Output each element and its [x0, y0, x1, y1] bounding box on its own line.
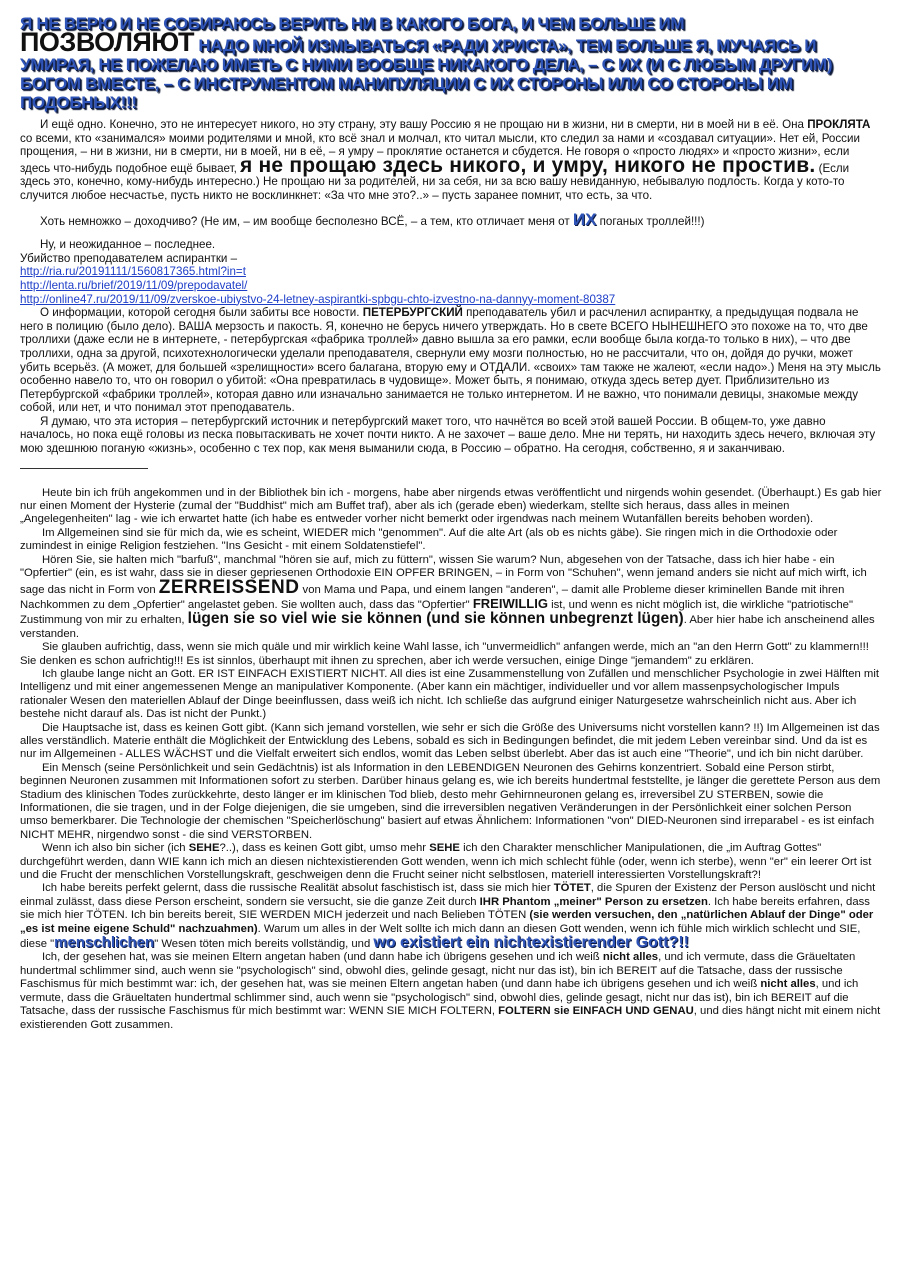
link-lenta [20, 279, 882, 293]
text-run: von Mama und Papa, und einem langen "anderen", – damit alle Probleme dieser kriminellen Bande mit ihren Nachkommen zu dem „Opfertier" angelastet geben. Sie wollten auch, dass das "Opfertier" [20, 583, 845, 611]
headline-big-word: ПОЗВОЛЯЮТ [20, 27, 194, 57]
text-bold-peterburgsky: ПЕТЕРБУРГСКИЙ [362, 306, 463, 320]
de-paragraph-4: Sie glauben aufrichtig, dass, wenn sie mich quäle und mir wirklich keine Wahl lasse, ich "unvermeidlich" anfangen werde, mich an "an den Herrn Gott" zu klammern!!! Sie denken es schon aufrichtig!!! Es ist sinnlos, überhaupt mit ihnen zu sprechen, aber ich werde versuchen, einige Dinge "jemandem" zu erklären. [20, 641, 869, 667]
text-ih-highlight: ИХ [572, 209, 597, 229]
ru-paragraph-6: Я думаю, что эта история – петербургский источник и петербургский макет того, что начнётся во всей этой вашей России. В общем-то, уже давно началось, но пока ещё головы из песка повытаскивать не хочет почти никто. А не захочет – ваше дело. Мне ни терять, ни находить здесь нечего, включая эту мою здешнюю поганую «жизнь», особенно с тех пор, как меня выманили сюда, в Россию – обратно. На сегодня, собственно, я и заканчиваю. [20, 414, 876, 456]
ru-paragraph-3: Ну, и неожиданное – последнее. [40, 238, 216, 252]
text-run: ?..), dass es keinen Gott gibt, umso mehr [219, 842, 430, 855]
text-run: . Warum um alles in der Welt sollte ich mich dann an diesen Gott wenden, wenn ich fühle mich wirklich schlecht und SIE, diese " [20, 922, 861, 951]
text-run: ist, und wenn es nicht möglich ist, die wirkliche "patriotische" Zustimmung von mir zu erhalten, [20, 598, 853, 627]
text-run: . Aber hier habe ich anscheinend alles verstanden. [20, 614, 875, 640]
text-run: (Если здесь это, конечно, кому-нибудь интересно.) Не прощаю ни за родителей, ни за себя, ни за всю вашу невиданную, небывалую подлость. Когда у кото-то случится любое несчастье, пусть никто не восклинкнет: «За что мне это?..» – пусть заранее помнит, что есть, за что. [20, 161, 850, 202]
text-bold-nachahmen: (sie werden versuchen, den „natürlichen Ablauf der Dinge" oder „es ist meine eigene Schuld" nachzuahmen) [20, 909, 874, 935]
divider-rule [20, 468, 148, 469]
link-ria-anchor[interactable]: http://ria.ru/20191111/1560817365.html?in=t [20, 265, 246, 279]
headline [20, 14, 882, 112]
de-paragraph-1: Heute bin ich früh angekommen und in der Bibliothek bin ich - morgens, habe aber nirgends etwas veröffentlicht und nirgends wohin gesendet. (Überhaupt.) Es gab hier nur einen Moment der Hysterie (zumal der "Buddhist" mich am Buffet traf), aber als ich (gerade eben) wiederkam, stellte sich heraus, dass alles in meinen „Angelegenheiten" lag - wie ich erwartet hatte (ich habe es entweder vorher nicht bemerkt oder irgendwas nach meinem Wutanfällen bereits behoben worden). [20, 486, 882, 526]
link-online47-anchor[interactable]: http://online47.ru/2019/11/09/zverskoe-ubiystvo-24-letney-aspirantki-spbgu-chto-izvestno-na-dannyy-moment-80387 [20, 292, 616, 306]
text-run: со всеми, кто «занимался» моими родителями и мной, кто всё знал и молчал, кто читал мысли, кто следил за нами и «создавал ситуации». Нет ей, России прощения, – ни в жизни, ни в смерти, ни в моей, ни в её, – я умру – проклятие останется и сбудется. Не говоря о «просто людях» и «просто жизни», если здесь что-нибудь подобное ещё бывает, [20, 131, 860, 175]
de-paragraph-9 [20, 882, 882, 951]
text-run: И ещё одно. Конечно, это не интересует никого, но эту страну, эту вашу Россию я не прощаю ни в жизни, ни в смерти, ни в моей ни в её. Она [40, 118, 808, 131]
text-bold-proklyata: ПРОКЛЯТА [807, 118, 871, 131]
text-bold-freiwillig: FREIWILLIG [472, 595, 548, 611]
de-paragraph-2: Im Allgemeinen sind sie für mich da, wie es scheint, WIEDER mich "genommen". Auf die alte Art (als ob es nichts gäbe). Sie ringen mich in die Orthodoxie oder zumindest in einige Religion festziehen. "Ins Gesicht - mit einem Soldatenstiefel". [20, 526, 838, 553]
text-highlight-wo-existiert: wo existiert ein nichtexistierender Gott?!! [373, 934, 690, 952]
text-run: . Ich habe bereits erfahren, dass sie mich hier TÖTEN. Ich bin bereits bereit, SIE WERDEN MICH jederzeit und nach Belieben TÖTEN [20, 895, 870, 922]
headline-rest: НАДО МНОЙ ИЗМЫВАТЬСЯ «РАДИ ХРИСТА», ТЕМ БОЛЬШЕ Я, МУЧАЯСЬ И УМИРАЯ, НЕ ПОЖЕЛАЮ ИМЕТЬ С НИМИ ВООБЩЕ НИКАКОГО ДЕЛА, – С ИХ (И С ЛЮБЫМ ДРУГИМ) БОГОМ ВМЕСТЕ, – С ИНСТРУМЕНТОМ МАНИПУЛЯЦИИ С ИХ СТОРОНЫ ИЛИ СО СТОРОНЫ ИМ ПОДОБНЫХ!!! [20, 36, 833, 112]
text-bold-toetet: TÖTET [553, 882, 591, 895]
document-page [20, 14, 882, 1032]
ru-paragraph-1 [20, 118, 882, 203]
de-paragraph-8 [20, 842, 882, 882]
text-bold-luegen: lügen sie so viel wie sie können (und sie können unbegrenzt lügen) [187, 610, 684, 628]
text-highlight-menschlichen: menschlichen [54, 934, 155, 952]
headline-line1: Я НЕ ВЕРЮ И НЕ СОБИРАЮСЬ ВЕРИТЬ НИ В КАКОГО БОГА, И ЧЕМ БОЛЬШЕ ИМ [20, 14, 685, 33]
text-bold-nicht-alles: nicht alles [602, 951, 659, 964]
de-paragraph-7: Ein Mensch (seine Persönlichkeit und sein Gedächtnis) ist als Information in den LEBENDIGEN Neuronen des Gehirns konzentriert. Sobald eine Person stirbt, beginnen Neuronen zusammen mit Informationen sofort zu sterben. Darüber hinaus gelang es, wie ich bereits hundertmal feststellte, je länger die gerettete Person aus dem Stadium des klinischen Todes zurückkehrte, desto länger er im klinischen Tod blieb, desto mehr Gehirnneuronen gelang es, irreversibel ZU STERBEN, sowie die Informationen, die sie tragen, und in der Folge diejenigen, die sie umgeben, sind die irreversiblen negativen Veränderungen in der Persönlichkeit einer solchen Person umso bemerkbarer. Die Technologie der chemischen "Speicherlöschung" basiert auf etwas Ähnlichem: Informationen "von" DIED-Neuronen sind irreparabel - es ist einfach NICHT MEHR, nirgendwo sonst - die sind VERSTORBEN. [20, 761, 881, 841]
text-run: Hören Sie, sie halten mich "barfuß", manchmal "hören sie auf, mich zu füttern", wissen Sie warum? Nun, abgesehen von der Tatsache, dass ich hier habe - ein "Opfertier" (ein, es ist wahr, dass sie in dieser gepriesenen Orthodoxie EIN OPFER BRINGEN, – in Form von "Schuhen", wenn jemand anders sie nicht auf mich wirft, ich sage das nicht in Form von [20, 553, 867, 596]
text-run: Wenn ich also bin sicher (ich [42, 842, 189, 855]
de-paragraph-3 [20, 554, 882, 641]
ru-paragraph-4: Убийство преподавателем аспирантки – [20, 251, 238, 265]
text-bold-sehe: SEHE [188, 842, 220, 855]
link-online47 [20, 293, 882, 307]
ru-paragraph-5 [20, 306, 882, 415]
text-run: Ich habe bereits perfekt gelernt, dass die russische Realität absolut faschistisch ist, dass sie mich hier [42, 882, 554, 895]
ru-paragraph-2 [20, 209, 882, 229]
text-run: Ich, der gesehen hat, was sie meinen Eltern angetan haben (und dann habe ich übrigens gesehen und ich weiß [42, 951, 603, 964]
text-run: , und ich vermute, dass die Gräueltaten hundertmal schlimmer sind, auch wenn sie "psychologisch" sind, obwohl dies, gelinde gesagt, nicht nur das ist), bin ich BEREIT auf die Tatsache, dass der russische Faschismus für mich bestimmt war: ich, der gesehen hat, was sie meinen Eltern angetan haben (und dann habe ich übrigens gesehen und ich weiß [20, 951, 856, 991]
text-run: О информации, которой сегодня были забиты все новости. [40, 306, 363, 320]
text-bold-sehe: SEHE [429, 842, 460, 855]
text-bold-foltern: FOLTERN sie EINFACH UND GENAU [498, 1005, 694, 1018]
text-bold-phantom: IHR Phantom „meiner" Person zu ersetzen [479, 895, 708, 908]
link-ria [20, 265, 882, 279]
text-run: , und dies hängt nicht mit einem nicht existierenden Gott zusammen. [20, 1005, 881, 1031]
text-run: , und ich vermute, dass die Gräueltaten hundertmal schlimmer sind, auch wenn sie "psychologisch" sind, obwohl dies, gelinde gesagt, nicht nur das ist), bin ich BEREIT auf die Tatsache, dass der russische Faschismus für mich bestimmt war: WENN SIE MICH FOLTERN, [20, 978, 859, 1018]
de-paragraph-5: Ich glaube lange nicht an Gott. ER IST EINFACH EXISTIERT NICHT. All dies ist eine Zusammenstellung von Zufällen und menschlicher Psychologie in zwei Hälften mit Intelligenz und mit einer angemessenen Menge an manipulativer Komponente. (Aber kann ein mächtiger, individueller und vor allem massenpsychologischer Impuls rationaler Wesen den materiellen Ablauf der Dinge beeinflussen, dass weiß ich nicht. Ich schließe das aufgrund einiger Naturgesetze wahrscheinlich nicht aus. Aber ich bestehe nicht darauf als. Das ist nicht der Punkt.) [20, 667, 879, 721]
text-run: поганых троллей!!!) [596, 214, 705, 228]
de-paragraph-6: Die Hauptsache ist, dass es keinen Gott gibt. (Kann sich jemand vorstellen, wie sehr er sich die Größe des Universums nicht vorstellen kann? !!) Im Allgemeinen ist das alles verständlich. Materie enthält die Möglichkeit der Entwicklung des Lebens, sobald es sich in Bedingungen befindet, die mit jedem Leben vereinbar sind. Und da ist es nur im Allgemeinen - ALLES WÄCHST und die Vielfalt erweitert sich endlos, womit das Leben selbst überlebt. Aber das ist auch eine "Theorie", und ich bin nicht darüber. [20, 721, 880, 761]
link-lenta-anchor[interactable]: http://lenta.ru/brief/2019/11/09/prepodavatel/ [20, 278, 248, 292]
text-run: Хоть немножко – доходчиво? (Не им, – им вообще бесполезно ВСЁ, – а тем, кто отличает меня от [40, 214, 573, 228]
text-run: " Wesen töten mich bereits vollständig, und [154, 938, 374, 951]
text-run: преподаватель убил и расчленил аспирантку, а предыдущая подвала не него в полицию (было дело). ВАША мерзость и пакость. Я, конечно не берусь ничего утверждать. Но в свете ВСЕГО НЫНЕШНЕГО это похоже на то, что две троллихи (даже если не в интернете, - петербургская «фабрика троллей» давно вышла за его рамки, если вообще была когда-то только в них), – что две троллихи, одна за другой, психотехнологически уделали преподавателя, свернули ему мозги полностью, но не рассчитали, что он, дойдя до ручки, может убить всерьёз. (А может, для большей «зрелищности» всего балагана, вторую ему и ОТДАЛИ. «своих» там также не жалеют, «если надо».) Меня на эту мысль особенно навело то, что он говорил о убитой: «Она превратилась в чудовище». Может быть, я понимаю, откуда здесь ветер дует. Приблизительно из Петербургской «фабрики троллей», которая давно или изначально занимается не только интернетом. И не важно, что понимали девицы, знакомые между собой, или нет, и что понимал этот преподаватель. [20, 306, 881, 415]
text-big-not-forgive: я не прощаю здесь никого, и умру, никого не простив. [240, 153, 816, 177]
de-paragraph-10 [20, 951, 882, 1031]
text-big-zerreissend: ZERREISSEND [158, 576, 300, 598]
text-run: , die Spuren der Existenz der Person auslöscht und nicht einmal zulässt, dass diese Person erscheint, sondern sie versucht, sie die ganze Zeit durch [20, 882, 876, 908]
text-run: ich den Charakter menschlicher Manipulationen, die „im Auftrag Gottes" durchgeführt werden, dann WIE kann ich mich an diesen nichtexistierenden Gott wenden, wenn ich mich schlecht fühle (oder, wenn ich sterbe), wenn "er" ein leerer Ort ist und die Frucht der menschlichen Vorstellungskraft, geschweigen denn die Frucht seiner nicht selbstlosen, materiell interessierten Vorstellungskraft?! [20, 842, 872, 882]
text-bold-nicht-alles: nicht alles [760, 978, 816, 991]
